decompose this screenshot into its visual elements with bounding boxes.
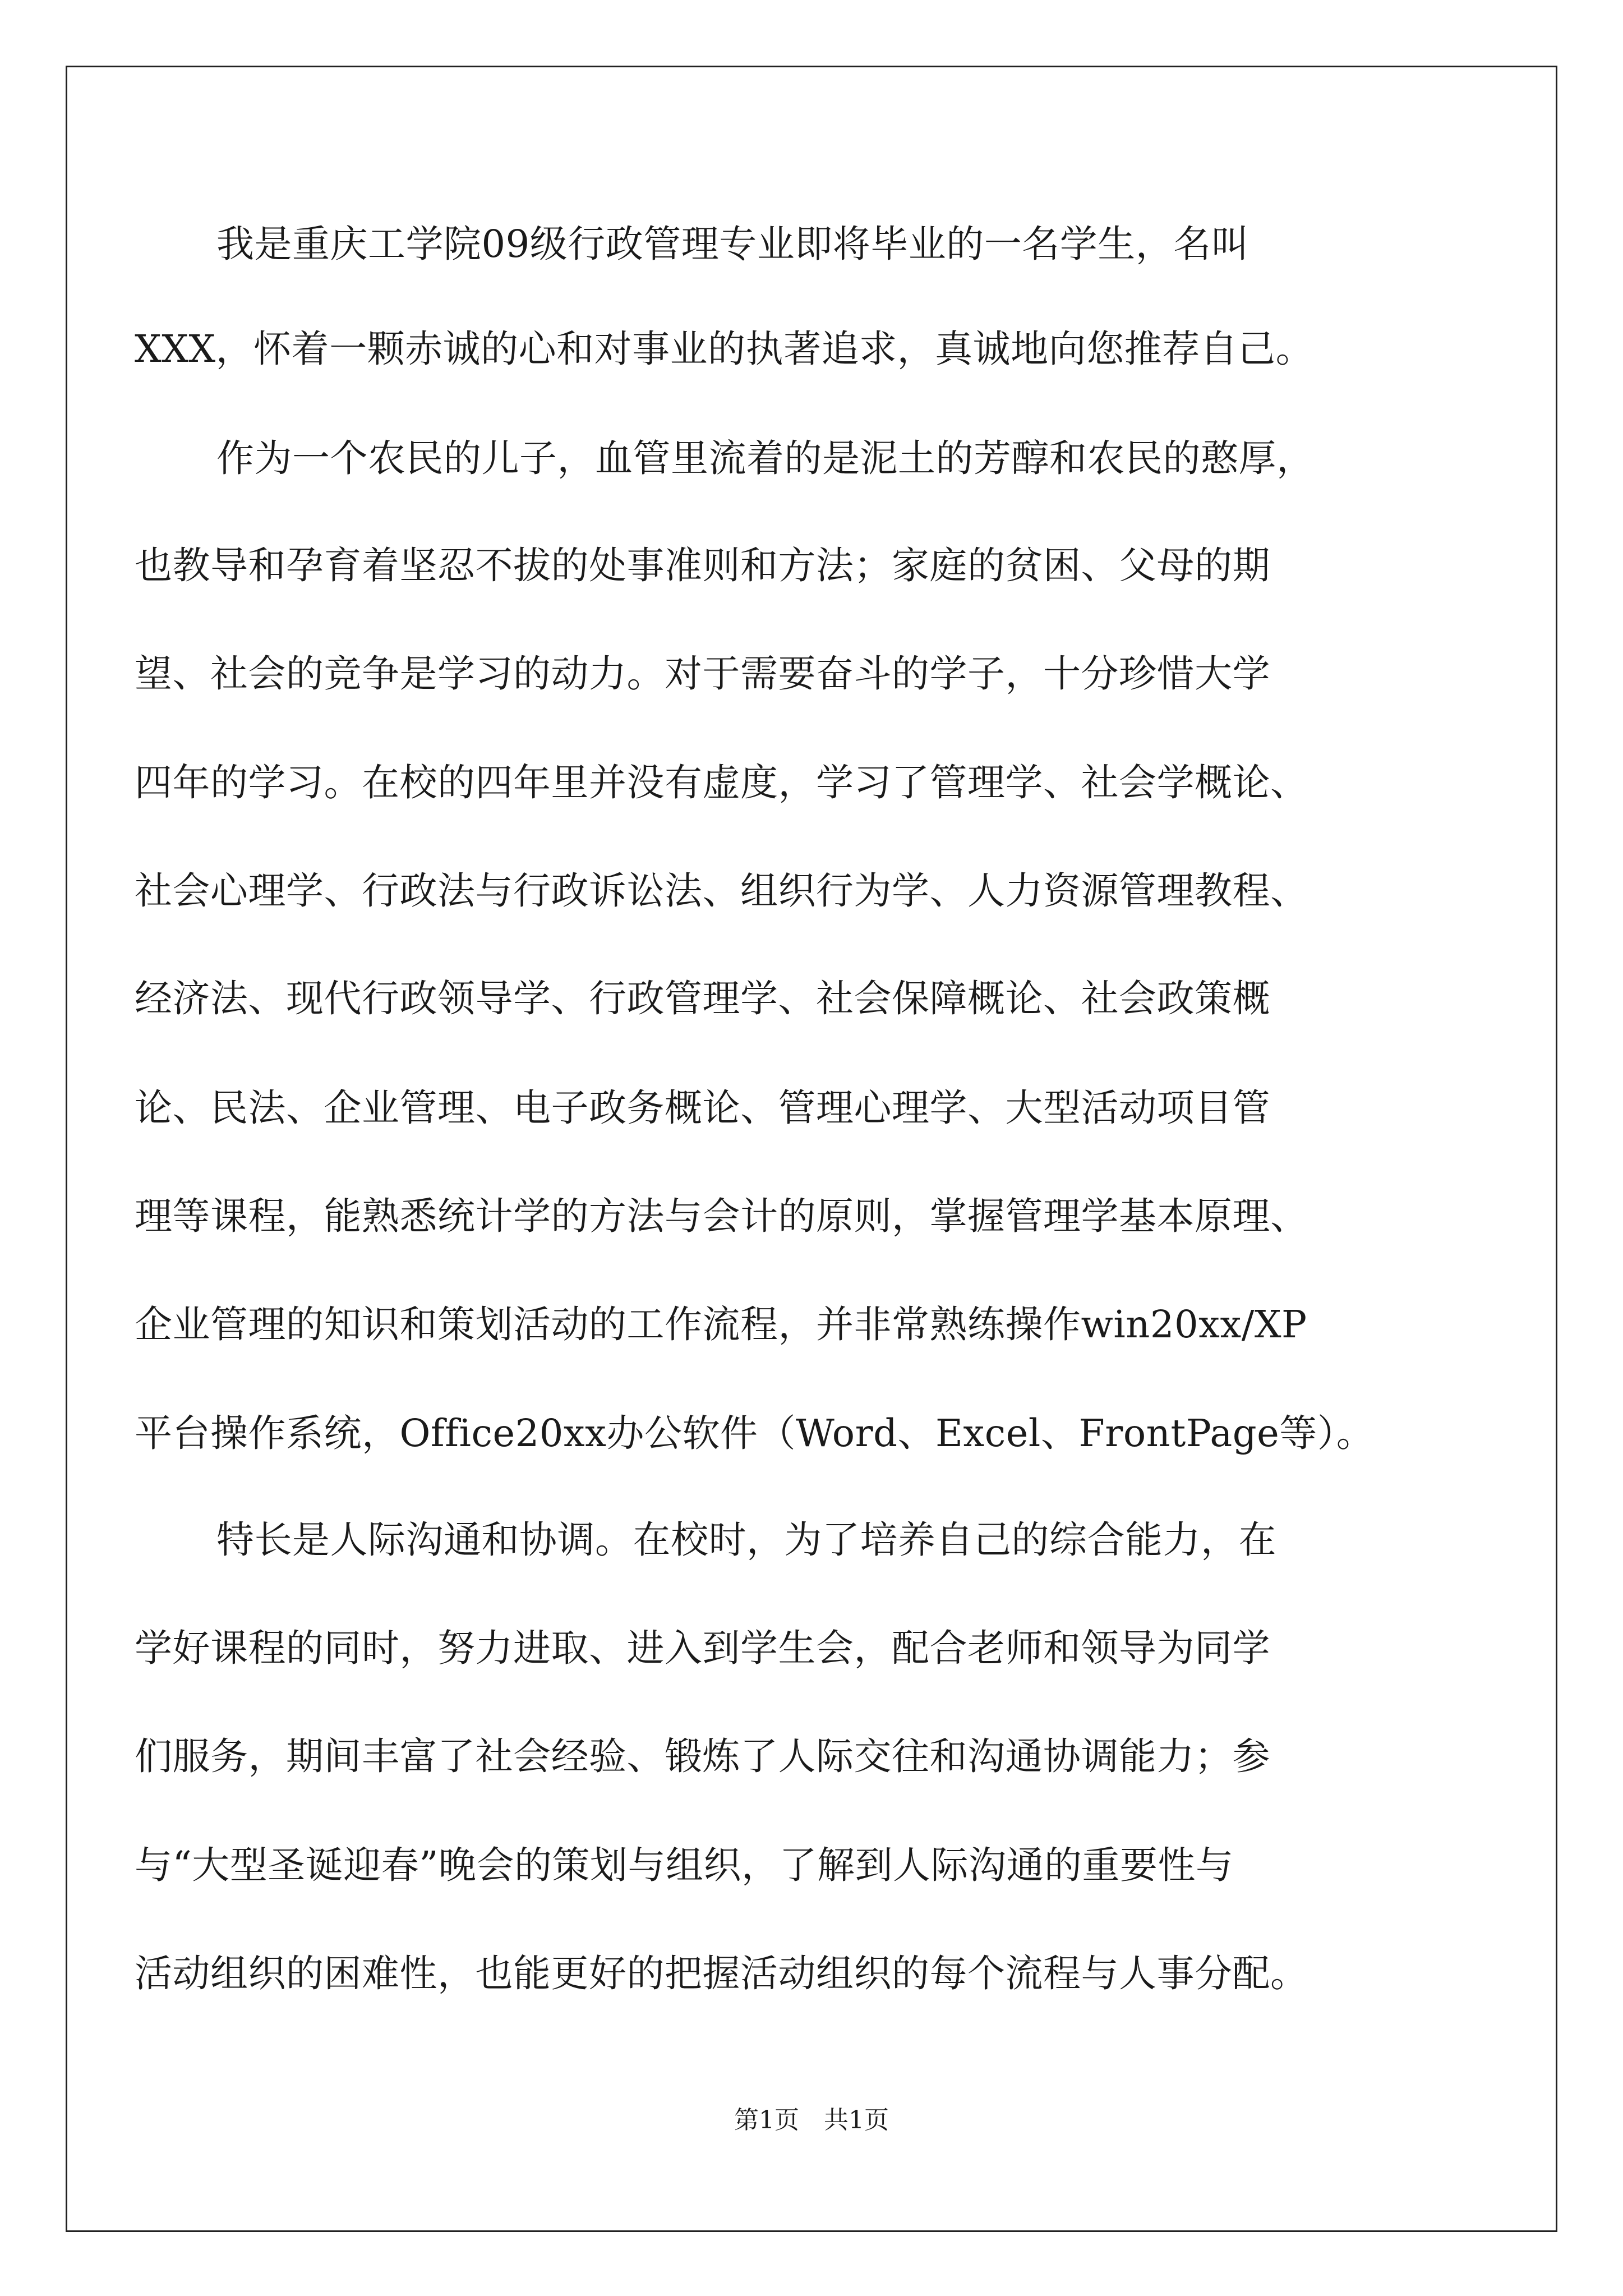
paragraph-1-line-1: 我是重庆工学院09级行政管理专业即将毕业的一名学生，名叫	[216, 222, 1249, 266]
paragraph-2-line-10: 平台操作系统，Office20xx办公软件（Word、Excel、FrontPage等）。	[135, 1411, 1375, 1455]
paragraph-2-line-9: 企业管理的知识和策划活动的工作流程，并非常熟练操作win20xx/XP	[135, 1303, 1307, 1346]
paragraph-2-line-2: 也教导和孕育着坚忍不拔的处事准则和方法；家庭的贫困、父母的期	[135, 544, 1270, 587]
paragraph-2-line-1: 作为一个农民的儿子，血管里流着的是泥土的芳醇和农民的憨厚，	[216, 436, 1315, 480]
paragraph-2-line-8: 理等课程，能熟悉统计学的方法与会计的原则，掌握管理学基本原理、	[135, 1194, 1308, 1238]
paragraph-2-line-3: 望、社会的竞争是学习的动力。对于需要奋斗的学子，十分珍惜大学	[135, 652, 1270, 696]
paragraph-3-line-3: 们服务，期间丰富了社会经验、锻炼了人际交往和沟通协调能力；参	[135, 1734, 1270, 1778]
paragraph-2-line-6: 经济法、现代行政领导学、行政管理学、社会保障概论、社会政策概	[135, 977, 1270, 1020]
paragraph-3-line-1: 特长是人际沟通和协调。在校时，为了培养自己的综合能力，在	[216, 1518, 1276, 1562]
paragraph-3-line-5: 活动组织的困难性，也能更好的把握活动组织的每个流程与人事分配。	[135, 1952, 1308, 1995]
page-footer: 第1页 共1页	[734, 2106, 889, 2134]
paragraph-3-line-2: 学好课程的同时，努力进取、进入到学生会，配合老师和领导为同学	[135, 1626, 1270, 1670]
paragraph-2-line-5: 社会心理学、行政法与行政诉讼法、组织行为学、人力资源管理教程、	[135, 869, 1308, 913]
paragraph-2-line-7: 论、民法、企业管理、电子政务概论、管理心理学、大型活动项目管	[135, 1086, 1270, 1130]
paragraph-3-line-4: 与“大型圣诞迎春”晚会的策划与组织，了解到人际沟通的重要性与	[135, 1843, 1234, 1887]
paragraph-2-line-4: 四年的学习。在校的四年里并没有虚度，学习了管理学、社会学概论、	[135, 761, 1308, 804]
paragraph-1-line-2: XXX，怀着一颗赤诚的心和对事业的执著追求，真诚地向您推荐自己。	[135, 327, 1314, 371]
